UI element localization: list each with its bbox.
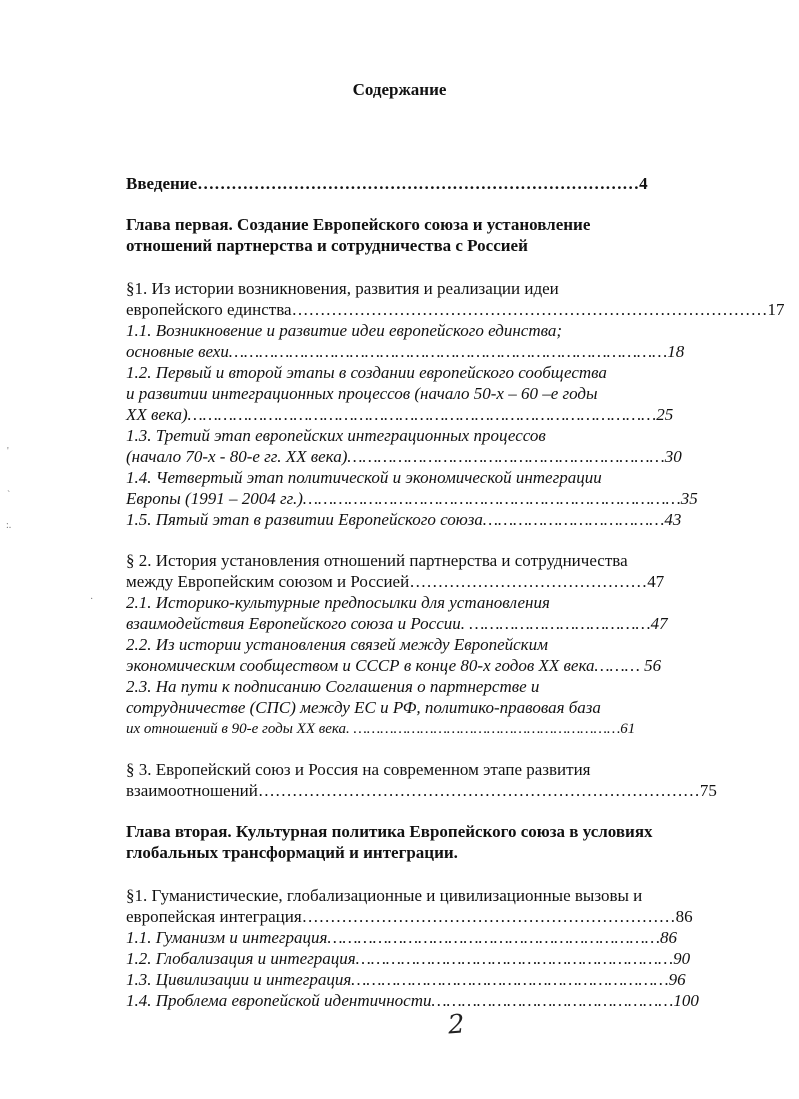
s2-heading-line1: § 2. История установления отношений партнерства и сотрудничества xyxy=(126,551,628,570)
scan-mark: ` xyxy=(7,490,11,501)
toc-item: 1.3. Цивилизации и интеграция………………………………………………………96 xyxy=(126,970,686,989)
s3-heading-line1: § 3. Европейский союз и Россия на современном этапе развития xyxy=(126,760,591,779)
toc-item: сотрудничестве (СПС) между ЕС и РФ, политико-правовая база xyxy=(126,698,601,717)
toc-item: 1.4. Четвертый этап политической и экономической интеграции xyxy=(126,468,602,487)
toc-item: 1.2. Первый и второй этапы в создании европейского сообщества xyxy=(126,363,607,382)
toc-item: экономическим сообществом и СССР в конце 80-х годов XX века……… 56 xyxy=(126,656,662,675)
toc-item: взаимодействия Европейского союза и России. ………………………………47 xyxy=(126,614,668,633)
scan-mark: ' xyxy=(7,446,9,457)
scan-mark: :. xyxy=(6,520,12,531)
toc-item: их отношений в 90-е годы XX века. ……………………………………………………61 xyxy=(126,721,636,737)
toc-item: 1.1. Возникновение и развитие идеи европейского единства; xyxy=(126,321,563,340)
toc-item: 2.2. Из истории установления связей между Европейским xyxy=(126,635,548,654)
toc-item: Европы (1991 – 2004 гг.)…………………………………………………………………35 xyxy=(126,489,698,508)
toc-item: и развитии интеграционных процессов (начало 50-х – 60 –е годы xyxy=(126,384,598,403)
chapter2-title-line1: Глава вторая. Культурная политика Европейского союза в условиях xyxy=(126,822,653,841)
toc-item: 1.3. Третий этап европейских интеграционных процессов xyxy=(126,426,546,445)
intro-entry: Введение……………………………………………………………………4 xyxy=(126,174,648,193)
toc-item: основные вехи……………………………………………………………………………18 xyxy=(126,342,685,361)
s2-heading-line2: между Европейским союзом и Россией……………………………………47 xyxy=(126,572,665,591)
toc-item: 1.2. Глобализация и интеграция………………………………………………………90 xyxy=(126,949,691,968)
toc-item: 1.5. Пятый этап в развитии Европейского союза………………………………43 xyxy=(126,510,682,529)
chapter1-title-line1: Глава первая. Создание Европейского союза и установление xyxy=(126,215,591,234)
page-number: 2 xyxy=(446,1009,466,1041)
chapter2-title-line2: глобальных трансформаций и интеграции. xyxy=(126,843,458,862)
s3-heading-line2: взаимоотношений……………………………………………………………………75 xyxy=(126,781,717,800)
s1-heading-line2: европейского единства…………………………………………………………………………17 xyxy=(126,300,785,319)
s4-heading-line2: европейская интеграция…………………………………………………………86 xyxy=(126,907,693,926)
toc-item: 1.1. Гуманизм и интеграция…………………………………………………………86 xyxy=(126,928,677,947)
toc-item: 1.4. Проблема европейской идентичности…………………………………………100 xyxy=(126,991,699,1010)
toc-item: 2.3. На пути к подписанию Соглашения о партнерстве и xyxy=(126,677,540,696)
toc-item: 2.1. Историко-культурные предпосылки для установления xyxy=(126,593,550,612)
scan-mark: · xyxy=(90,594,94,605)
chapter1-title-line2: отношений партнерства и сотрудничества с Россией xyxy=(126,236,528,255)
s1-heading-line1: §1. Из истории возникновения, развития и реализации идеи xyxy=(126,279,559,298)
toc-item: XX века)…………………………………………………………………………………25 xyxy=(126,405,674,424)
page-title: Содержание xyxy=(352,80,447,99)
toc-item: (начало 70-х - 80-е гг. XX века)………………………………………………………30 xyxy=(126,447,682,466)
s4-heading-line1: §1. Гуманистические, глобализационные и цивилизационные вызовы и xyxy=(126,886,643,905)
